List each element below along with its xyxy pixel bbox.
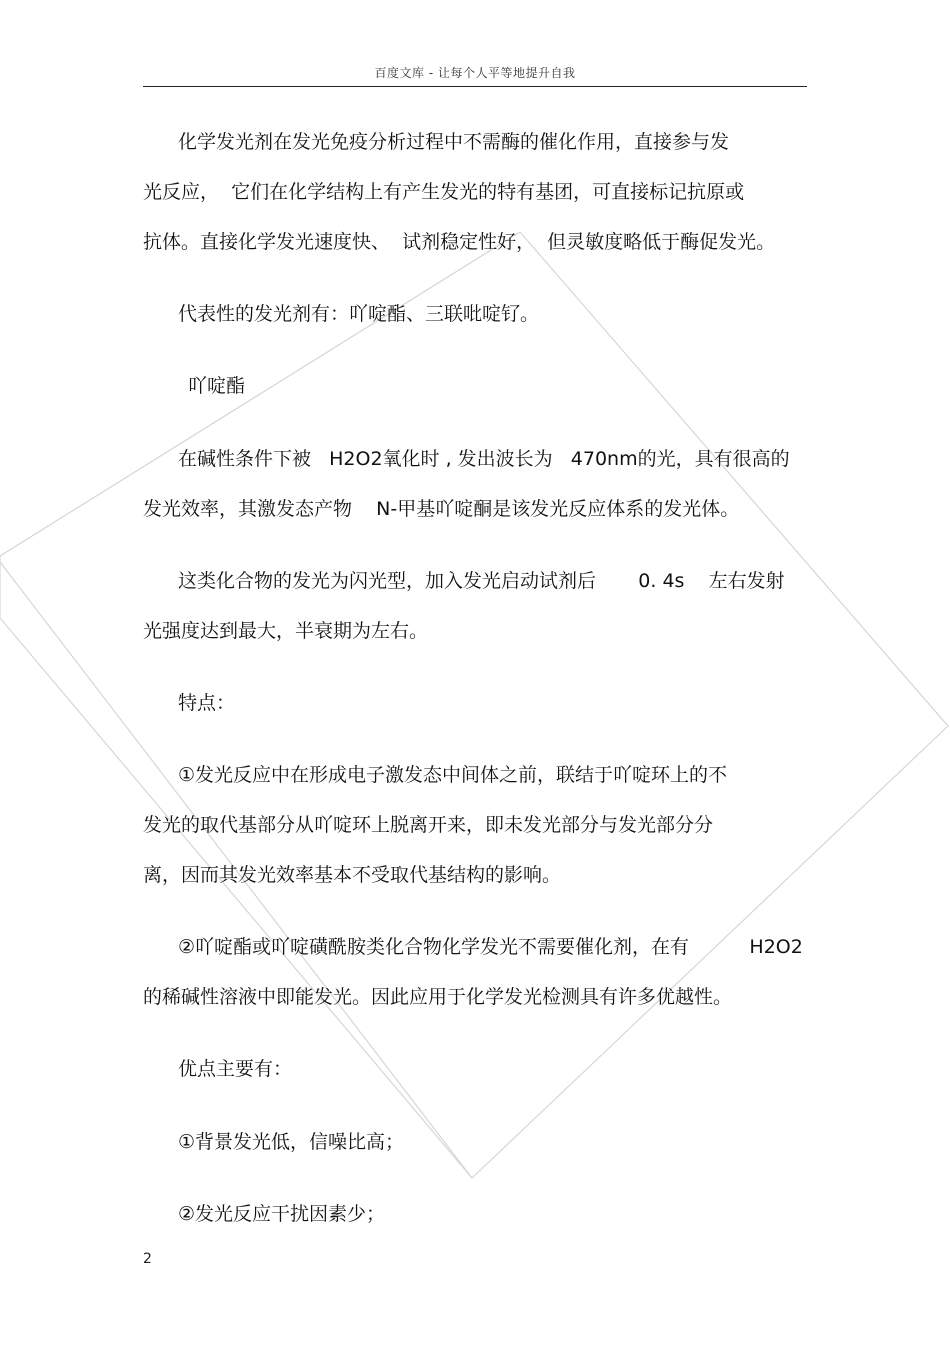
page-number: 2 (143, 1251, 152, 1267)
paragraph-line: 化学发光剂在发光免疫分析过程中不需酶的催化作用，直接参与发 (178, 131, 730, 153)
header-divider (143, 86, 807, 87)
paragraph-line: 这类化合物的发光为闪光型，加入发光启动试剂后 0. 4s 左右发射 (178, 570, 785, 592)
list-item-line: ②吖啶酯或吖啶磺酰胺类化合物化学发光不需要催化剂，在有 H2O2 (178, 936, 803, 958)
section-heading: 特点： (178, 692, 236, 714)
page-header: 百度文库 - 让每个人平等地提升自我 (374, 66, 576, 80)
paragraph-line: 光反应， 它们在化学结构上有产生发光的特有基团，可直接标记抗原或 (143, 181, 745, 203)
list-item-line: ②发光反应干扰因素少； (178, 1203, 386, 1225)
paragraph-line: 发光效率，其激发态产物 N-甲基吖啶酮是该发光反应体系的发光体。 (143, 498, 740, 520)
section-heading: 吖啶酯 (188, 375, 246, 397)
list-item-line: 发光的取代基部分从吖啶环上脱离开来，即未发光部分与发光部分分 (143, 814, 714, 836)
paragraph-line: 在碱性条件下被 H2O2氧化时 , 发出波长为 470nm的光，具有很高的 (178, 448, 790, 470)
section-heading: 优点主要有： (178, 1058, 293, 1080)
paragraph-line: 代表性的发光剂有：吖啶酯、三联吡啶钌。 (178, 303, 540, 325)
paragraph-line: 光强度达到最大，半衰期为左右。 (143, 620, 429, 642)
list-item-line: ①发光反应中在形成电子激发态中间体之前，联结于吖啶环上的不 (178, 764, 728, 786)
paragraph-line: 抗体。直接化学发光速度快、 试剂稳定性好， 但灵敏度略低于酶促发光。 (143, 231, 776, 253)
list-item-line: 离，因而其发光效率基本不受取代基结构的影响。 (143, 864, 562, 886)
list-item-line: 的稀碱性溶液中即能发光。因此应用于化学发光检测具有许多优越性。 (143, 986, 733, 1008)
list-item-line: ①背景发光低，信噪比高； (178, 1131, 405, 1153)
